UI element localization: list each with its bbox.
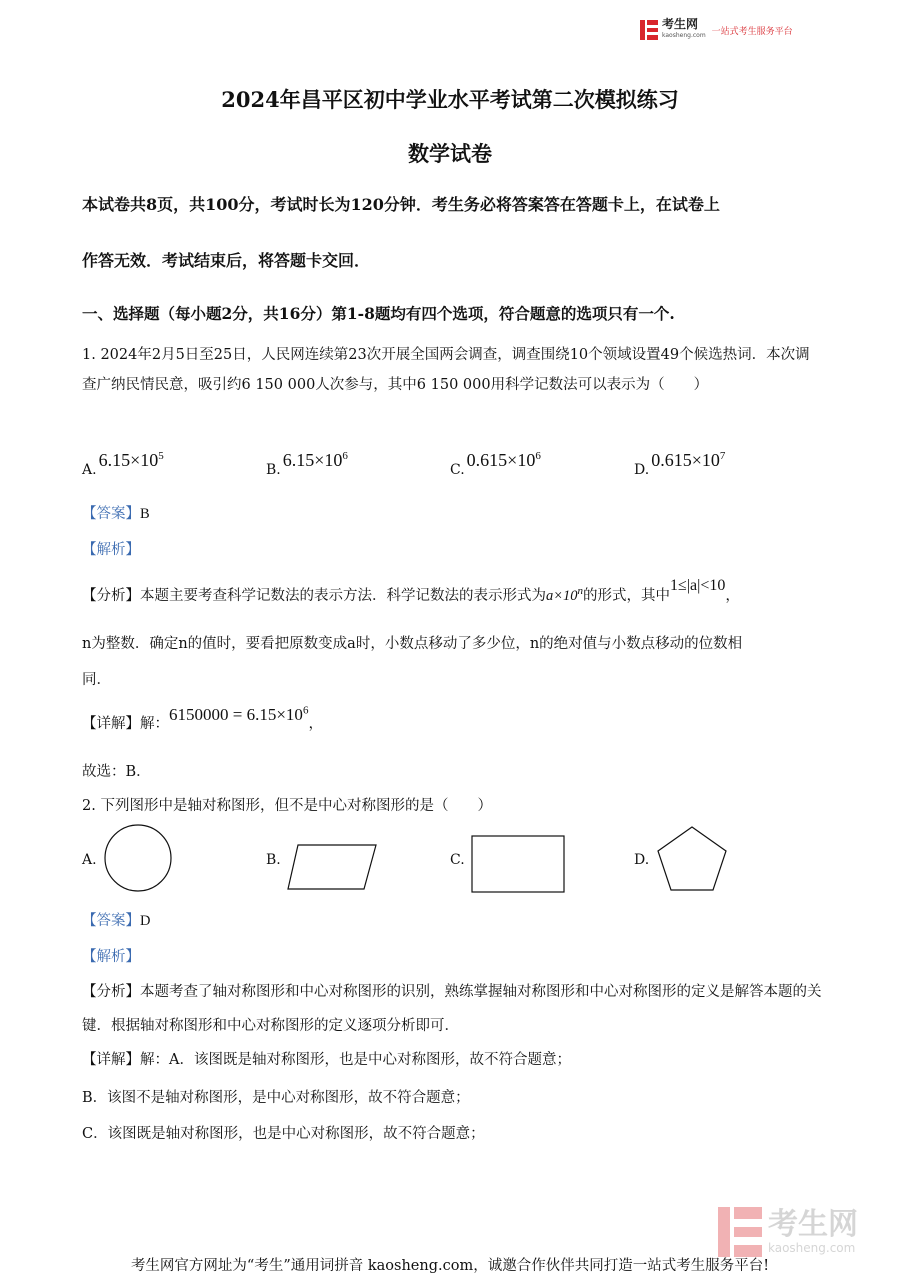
question-1-text: 1. 2024年2月5日至25日，人民网连续第23次开展全国两会调查，调查围绕10个领域设置49个候选热词．本次调查广纳民情民意，吸引约6 150 000人次参与，其中6 150 000用科学记数法可以表示为（ ） xyxy=(82,347,810,393)
page-subtitle: 数学试卷 xyxy=(408,141,492,166)
q1-fenxi-line-3: 同． xyxy=(82,672,111,688)
q2-option-a-label: A. xyxy=(82,852,97,868)
q1-answer: 【答案】B xyxy=(82,506,150,522)
header-logo xyxy=(640,18,840,42)
logo-slogan: 一站式考生服务平台 xyxy=(711,26,793,37)
question-2-text: 2. 下列图形中是轴对称图形，但不是中心对称图形的是（ ） xyxy=(82,798,492,814)
footer-text: 考生网官方网址为“考生”通用词拼音 kaosheng.com，诚邀合作伙伴共同打造一站式考生服务平台! xyxy=(130,1258,770,1274)
q2-analysis-tag: 【解析】 xyxy=(82,949,140,965)
circle-figure xyxy=(102,822,174,894)
kaosheng-logo-icon xyxy=(640,20,658,40)
q1-option-b: B. $6.15\times 10^6$ xyxy=(266,450,348,478)
q1-option-a: A. $6.15\times 10^5$ xyxy=(82,450,164,478)
watermark-logo-icon xyxy=(718,1207,762,1257)
q1-option-d: D. $0.615\times 10^7$ xyxy=(634,450,726,478)
logo-text: 考生网 kaosheng.com xyxy=(662,17,706,39)
intro-line-1: 本试卷共8页，共100分，考试时长为120分钟．考生务必将答案答在答题卡上，在试卷上 xyxy=(82,195,720,214)
intro-line-2: 作答无效．考试结束后，将答题卡交回． xyxy=(82,251,371,270)
rectangle-figure xyxy=(470,834,566,894)
watermark: 考生网 kaosheng.com xyxy=(718,1204,888,1260)
q2-xiangjie-b: B．该图不是轴对称图形，是中心对称图形，故不符合题意； xyxy=(82,1090,470,1106)
q2-answer: 【答案】D xyxy=(82,913,151,929)
q2-xiangjie-c: C．该图既是轴对称图形，也是中心对称图形，故不符合题意； xyxy=(82,1126,485,1142)
section-heading: 一、选择题（每小题2分，共16分）第1-8题均有四个选项，符合题意的选项只有一个. xyxy=(82,304,675,323)
q1-xiangjie: 【详解】解：$6150000 = 6.15\times 10^6$， xyxy=(82,704,323,732)
q1-option-c: C. $0.615\times 10^6$ xyxy=(450,450,541,478)
q1-choose: 故选：B． xyxy=(82,764,151,780)
q2-option-c-label: C. xyxy=(450,852,465,868)
q1-fenxi-line-2: n为整数．确定n的值时，要看把原数变成a时，小数点移动了多少位，n的绝对值与小数点移动的位数相 xyxy=(82,636,743,652)
q1-analysis-tag: 【解析】 xyxy=(82,542,140,558)
q2-xiangjie-a: 【详解】解：A．该图既是轴对称图形，也是中心对称图形，故不符合题意； xyxy=(82,1052,571,1068)
page-title: 2024年昌平区初中学业水平考试第二次模拟练习 xyxy=(221,87,679,112)
q2-option-d-label: D. xyxy=(634,852,650,868)
q1-fenxi-line-1: 【分析】本题主要考查科学记数法的表示方法．科学记数法的表示形式为$a\times 10^n$的形式，其中1≤|a|<10， xyxy=(82,577,740,604)
pentagon-figure xyxy=(654,824,730,894)
parallelogram-figure xyxy=(284,842,382,894)
q2-fenxi: 【分析】本题考查了轴对称图形和中心对称图形的识别，熟练掌握轴对称图形和中心对称图形的定义是解答本题的关键．根据轴对称图形和中心对称图形的定义逐项分析即可． xyxy=(82,984,822,1034)
q2-option-b-label: B. xyxy=(266,852,281,868)
